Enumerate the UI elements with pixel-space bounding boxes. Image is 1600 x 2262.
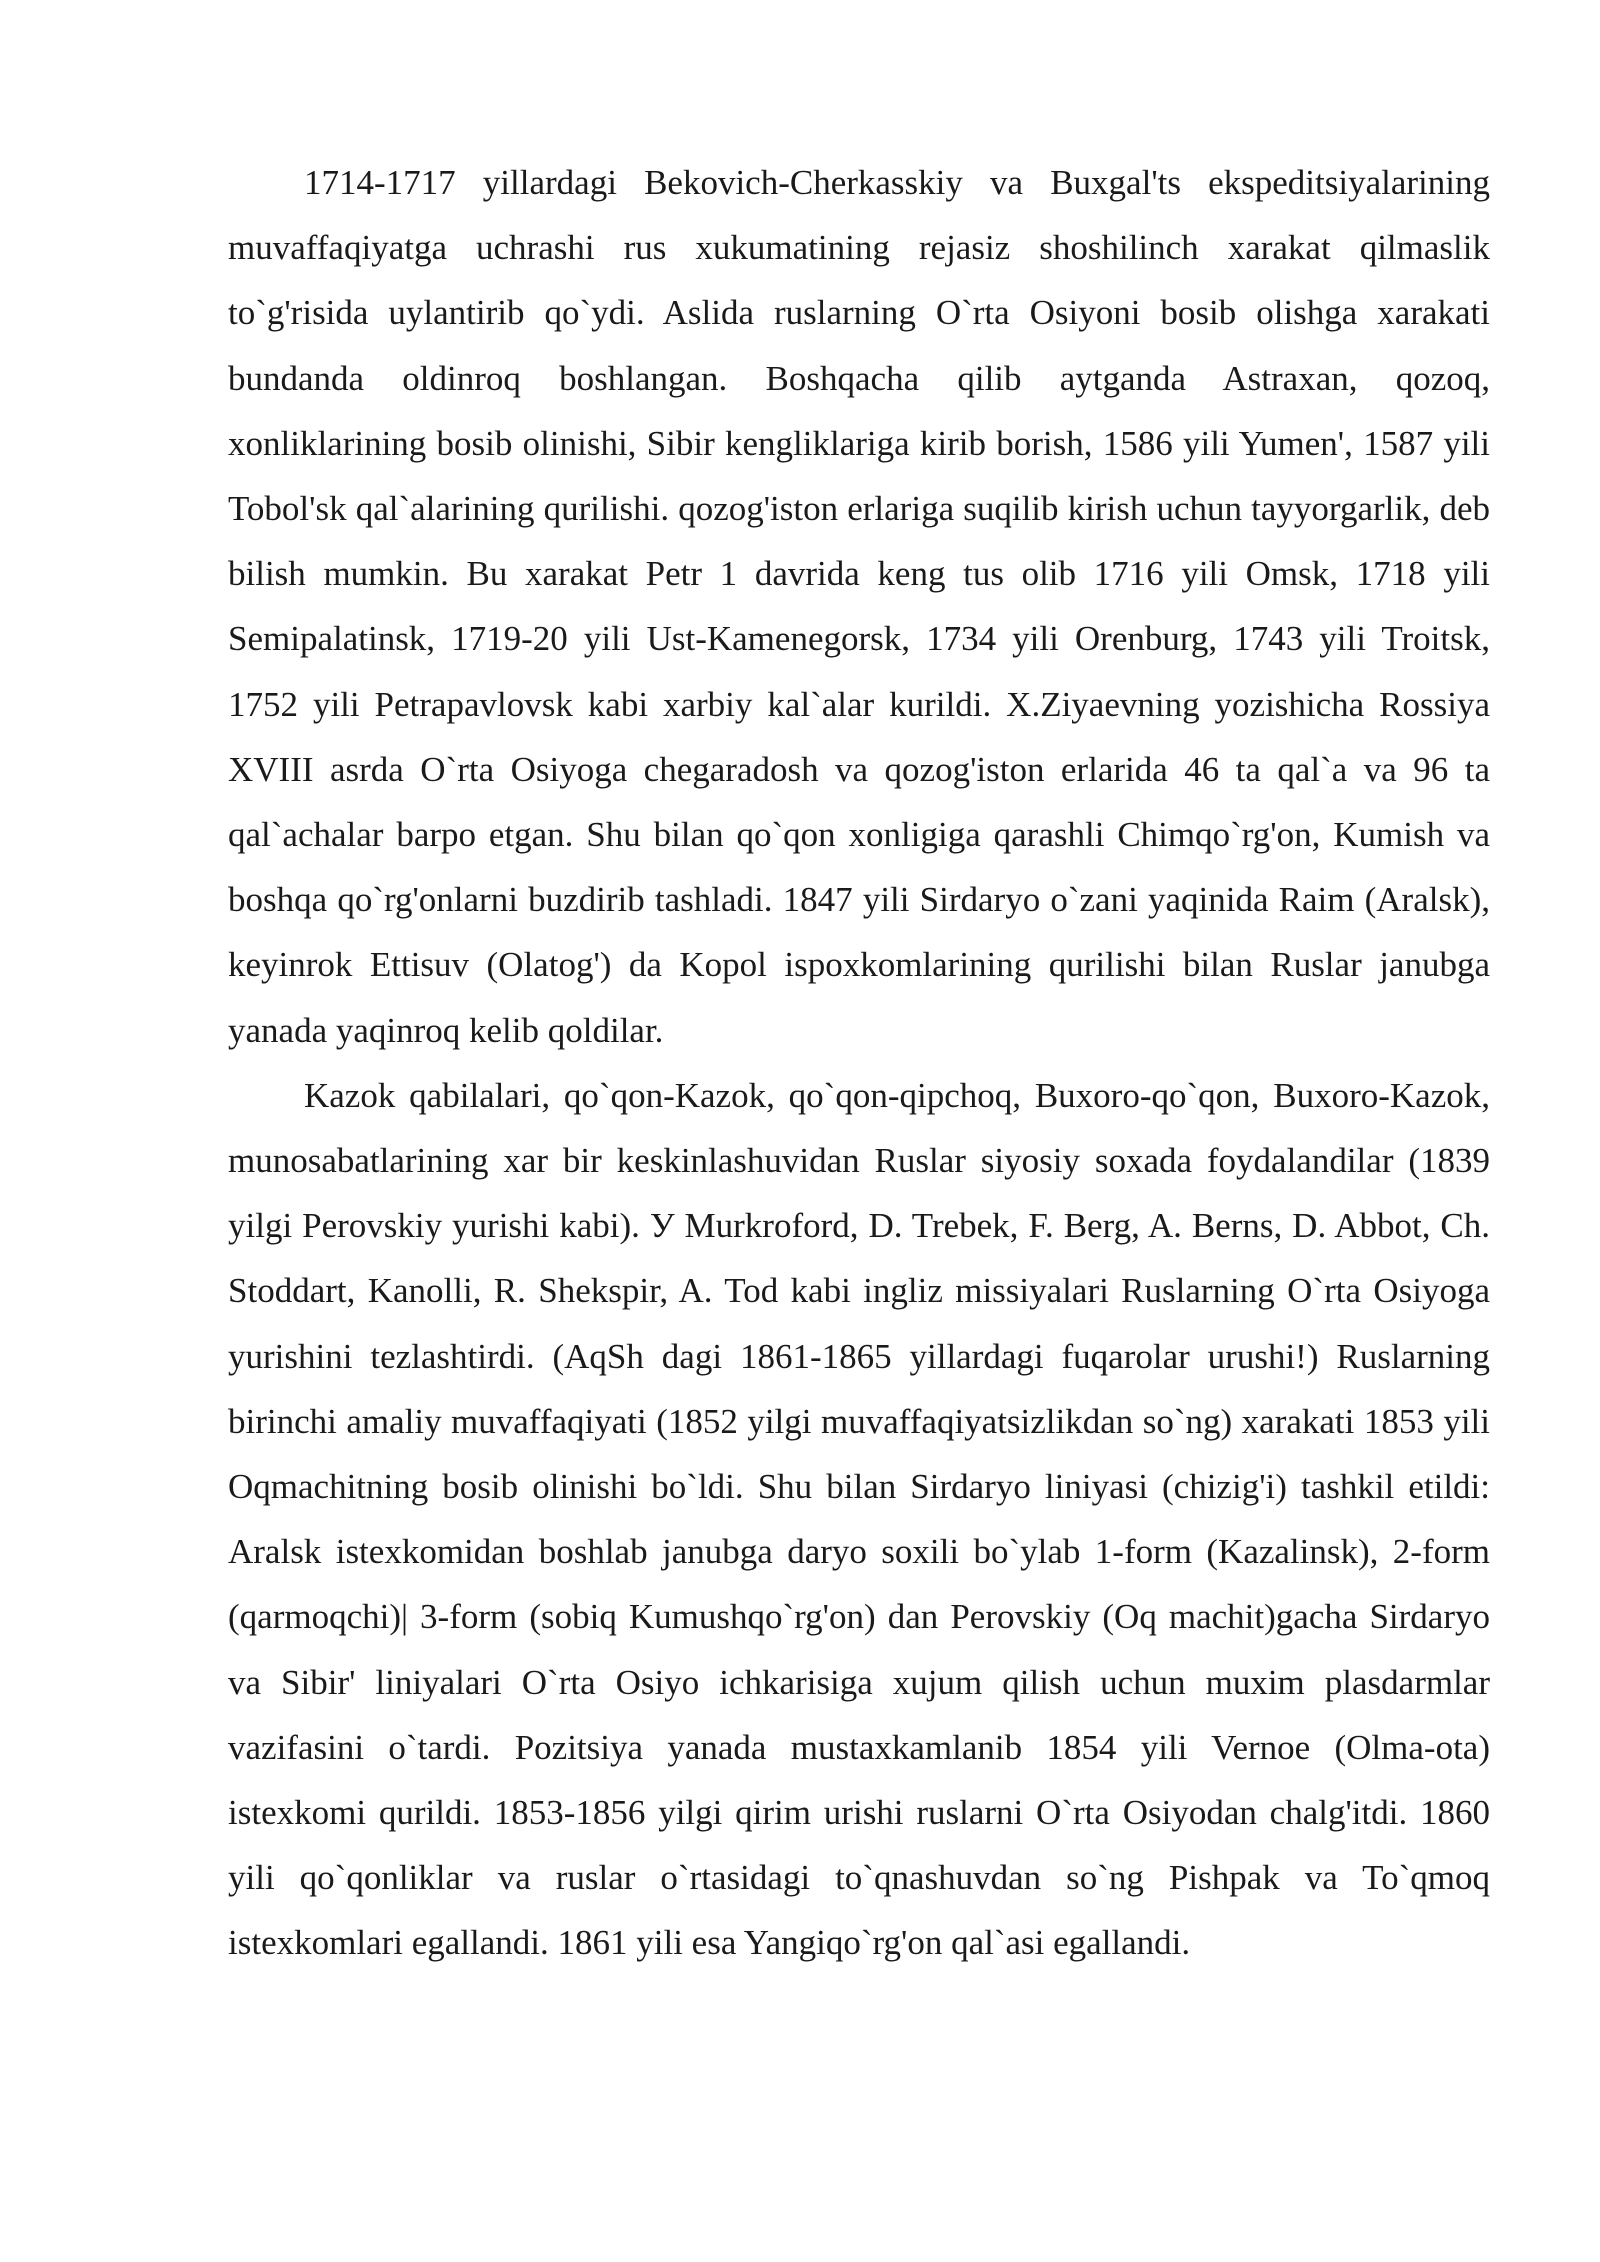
paragraph-1: 1714-1717 yillardagi Bekovich-Cherkasskiy va Buxgal'ts ekspeditsiyalarining muvaffaqiyatga uchrashi rus xukumatining rejasiz shoshilinch xarakat qilmaslik to`g'risida uylantirib qo`ydi. Aslida ruslarning O`rta Osiyoni bosib olishga xarakati bundanda oldinroq boshlangan. Boshqacha qilib aytganda Astraxan, qozoq, xonliklarining bosib olinishi, Sibir kengliklariga kirib borish, 1586 yili Yumen', 1587 yili Tobol'sk qal`alarining qurilishi. qozog'iston erlariga suqilib kirish uchun tayyorgarlik, deb bilish mumkin. Bu xarakat Petr 1 davrida keng tus olib 1716 yili Omsk, 1718 yili Semipalatinsk, 1719-20 yili Ust-Kamenegorsk, 1734 yili Orenburg, 1743 yili Troitsk, 1752 yili Petrapavlovsk kabi xarbiy kal`alar kurildi. X.Ziyaevning yozishicha Rossiya XVIII asrda O`rta Osiyoga chegaradosh va qozog'iston erlarida 46 ta qal`a va 96 ta qal`achalar barpo etgan. Shu bilan qo`qon xonligiga qarashli Chimqo`rg'on, Kumish va boshqa qo`rg'onlarni buzdirib tashladi. 1847 yili Sirdaryo o`zani yaqinida Raim (Aralsk), keyinrok Ettisuv (Olatog') da Kopol ispoxkomlarining qurilishi bilan Ruslar janubga yanada yaqinroq kelib qoldilar. <box>228 163 1490 1050</box>
paragraph-2: Kazok qabilalari, qo`qon-Kazok, qo`qon-qipchoq, Buxoro-qo`qon, Buxoro-Kazok, munosabatlarining xar bir keskinlashuvidan Ruslar siyosiy soxada foydalandilar (1839 yilgi Perovskiy yurishi kabi). У Murkroford, D. Trebek, F. Berg, A. Berns, D. Abbot, Ch. Stoddart, Kanolli, R. Shekspir, A. Tod kabi ingliz missiyalari Ruslarning O`rta Osiyoga yurishini tezlashtirdi. (AqSh dagi 1861-1865 yillardagi fuqarolar urushi!) Ruslarning birinchi amaliy muvaffaqiyati (1852 yilgi muvaffaqiyatsizlikdan so`ng) xarakati 1853 yili Oqmachitning bosib olinishi bo`ldi. Shu bilan Sirdaryo liniyasi (chizig'i) tashkil etildi: Aralsk istexkomidan boshlab janubga daryo soxili bo`ylab 1-form (Kazalinsk), 2-form (qarmoqchi)| 3-form (sobiq Kumushqo`rg'on) dan Perovskiy (Oq machit)gacha Sirdaryo va Sibir' liniyalari O`rta Osiyo ichkarisiga xujum qilish uchun muxim plasdarmlar vazifasini o`tardi. Pozitsiya yanada mustaxkamlanib 1854 yili Vernoe (Olma-ota) istexkomi qurildi. 1853-1856 yilgi qirim urishi ruslarni O`rta Osiyodan chalg'itdi. 1860 yili qo`qonliklar va ruslar o`rtasidagi to`qnashuvdan so`ng Pishpak va To`qmoq istexkomlari egallandi. 1861 yili esa Yangiqo`rg'on qal`asi egallandi. <box>228 1075 1490 1963</box>
document-page <box>228 150 1490 1976</box>
